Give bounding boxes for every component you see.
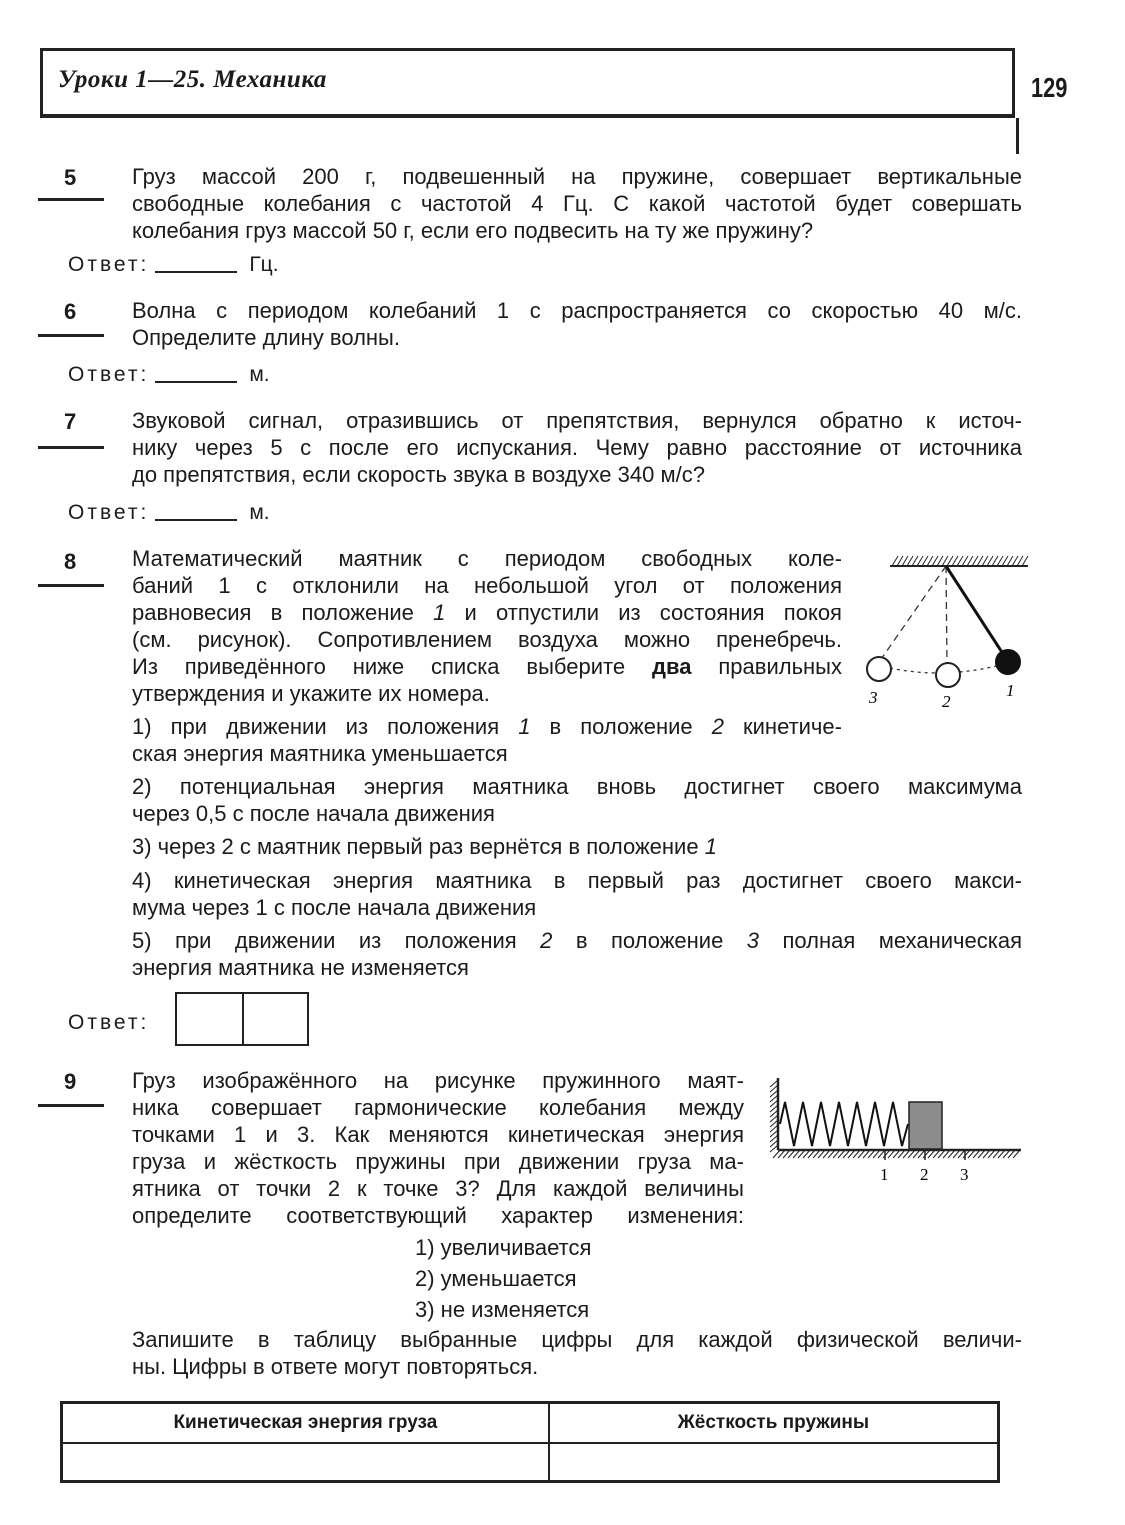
question-5-marker [38,198,104,201]
question-8-answer-box [175,992,309,1046]
text-line: ятника от точки 2 к точке 3? Для каждой величины [132,1176,744,1201]
question-5-text [132,163,1022,244]
text-fragment: полная механическая [782,928,1022,953]
hatch-line [902,556,908,566]
string-position-2 [946,566,947,665]
hatch-line [947,556,953,566]
header-divider [1016,118,1019,154]
hatch-line [912,556,918,566]
text-line: мума через 1 с после начала движения [132,895,537,920]
text-line: баний 1 с отклонили на небольшой угол от положения [132,573,842,598]
option-3 [132,833,1022,860]
answer-unit: м. [249,501,270,524]
string-position-3 [877,566,946,665]
hatch-line [1002,556,1008,566]
text-line: Груз изображённого на рисунке пружинного маят- [132,1068,744,1093]
answer-blank[interactable] [155,381,237,383]
choice-item: 3) не изменяется [415,1297,590,1322]
position-ref: 1 [518,714,531,739]
text-line: определите соответствующий характер изменения: [132,1203,744,1228]
answer-label: Ответ: [68,253,150,276]
spring [780,1102,908,1146]
text-line: Звуковой сигнал, отразившись от препятствия, вернулся обратно к источ- [132,408,1022,433]
hatch-line [957,556,963,566]
hatch-line [952,556,958,566]
position-ref: 1 [704,834,717,859]
string-position-1 [946,566,1007,660]
question-6-text [132,297,1022,351]
question-9-choices [415,1232,591,1325]
text-line: Запишите в таблицу выбранные цифры для каждой физической величи- [132,1327,1022,1352]
bob-position-3 [867,657,891,681]
page-number: 129 [1031,72,1068,103]
hatch-line [1017,556,1023,566]
text-fragment: 5) при движении из положения [132,928,517,953]
question-7-number: 7 [64,409,77,434]
text-line: свободные колебания с частотой 4 Гц. С какой частотой будет совершать [132,191,1022,216]
text-fragment: в положение [549,714,693,739]
text-line: (см. рисунок). Сопротивлением воздуха можно пренебречь. [132,627,842,652]
text-line [132,713,842,740]
question-5-answer [68,253,279,277]
text-line: Определите длину волны. [132,325,400,350]
option-5 [132,927,1022,981]
hatch-line [927,556,933,566]
position-ref: 2 [540,928,553,953]
hatch-line [892,556,898,566]
question-5-number: 5 [64,165,77,190]
point-label-2: 2 [920,1165,929,1184]
text-fragment: в положение [575,928,724,953]
text-fragment: Из приведённого ниже списка выберите [132,654,626,679]
question-8-marker [38,584,104,587]
text-line: 4) кинетическая энергия маятника в первый раз достигнет своего макси- [132,868,1022,893]
hatch-line [1012,556,1018,566]
hatch-line [1007,556,1013,566]
hatch-line [1022,556,1028,566]
hatch-line [932,556,938,566]
hatch-line [992,556,998,566]
answer-label: Ответ: [68,501,150,524]
text-line: энергия маятника не изменяется [132,955,469,980]
question-8-number: 8 [64,549,77,574]
question-8-text [132,545,842,707]
pendulum-figure [860,548,1030,718]
question-6-answer [68,363,270,387]
emphasis-two: два [652,654,692,679]
question-6-marker [38,334,104,337]
answer-cell-kinetic-energy[interactable] [62,1443,549,1482]
text-line: Груз массой 200 г, подвешенный на пружине, совершает вертикальные [132,164,1022,189]
text-line: колебания груз массой 50 г, если его подвесить на ту же пружину? [132,218,814,243]
question-6-number: 6 [64,299,77,324]
text-line: ника совершает гармонические колебания между [132,1095,744,1120]
column-header-spring-stiffness: Жёсткость пружины [549,1403,999,1444]
text-fragment: равновесия в положение [132,600,414,625]
option-2 [132,773,1022,827]
text-fragment: и отпустили из состояния покоя [464,600,842,625]
hatch-line [922,556,928,566]
hatch-line [937,556,943,566]
answer-cell-2[interactable] [244,994,308,1044]
answer-label: Ответ: [68,363,150,386]
question-9-text [132,1067,744,1229]
text-line: через 0,5 с после начала движения [132,801,495,826]
figure-label-2: 2 [942,692,951,711]
text-fragment: правильных [718,654,842,679]
hatch-line [982,556,988,566]
point-label-1: 1 [880,1165,889,1184]
question-9-number: 9 [64,1069,77,1094]
text-line: до препятствия, если скорость звука в воздухе 340 м/с? [132,462,705,487]
text-line: ская энергия маятника уменьшается [132,741,508,766]
hatch-line [987,556,993,566]
question-7-answer [68,501,270,525]
text-line: Математический маятник с периодом свободных коле- [132,546,842,571]
bob-position-2 [936,663,960,687]
figure-label-3: 3 [869,688,878,707]
question-9-marker [38,1104,104,1107]
answer-blank[interactable] [155,271,237,273]
text-line [132,599,842,626]
hatch-line [897,556,903,566]
question-9-instruction [132,1326,1022,1380]
answer-blank[interactable] [155,519,237,521]
table-header-row [62,1403,999,1444]
load-block [909,1102,942,1149]
question-9-answer-table [60,1401,1000,1483]
answer-unit: м. [249,363,270,386]
point-label-3: 3 [960,1165,969,1184]
answer-cell-1[interactable] [177,994,241,1044]
table-row [62,1443,999,1482]
option-4 [132,867,1022,921]
hatch-line [997,556,1003,566]
hatch-line [962,556,968,566]
question-7-text [132,407,1022,488]
text-line: точками 1 и 3. Как меняются кинетическая энергия [132,1122,744,1147]
text-line: груза и жёсткость пружины при движении груза ма- [132,1149,744,1174]
answer-cell-spring-stiffness[interactable] [549,1443,999,1482]
option-1 [132,713,842,767]
text-line [132,653,842,680]
spring-pendulum-figure [766,1076,1026,1186]
text-fragment: 1) при движении из положения [132,714,500,739]
question-7-marker [38,446,104,449]
question-8-answer-label: Ответ: [68,1011,150,1034]
answer-unit: Гц. [249,253,279,276]
hatch-line [942,556,948,566]
text-line: утверждения и укажите их номера. [132,681,490,706]
choice-item: 2) уменьшается [415,1266,577,1291]
section-title: Уроки 1—25. Механика [58,66,327,93]
text-line: нику через 5 с после его испускания. Чему равно расстояние от источника [132,435,1022,460]
figure-label-1: 1 [1006,681,1015,700]
hatch-line [967,556,973,566]
position-ref: 2 [711,714,724,739]
hatch-line [972,556,978,566]
text-fragment: 3) через 2 с маятник первый раз вернётся в положение [132,834,699,859]
bob-position-1 [996,650,1021,675]
text-line: ны. Цифры в ответе могут повторяться. [132,1354,539,1379]
text-line: Волна с периодом колебаний 1 с распространяется со скоростью 40 м/с. [132,298,1022,323]
text-line: 2) потенциальная энергия маятника вновь достигнет своего максимума [132,774,1022,799]
hatch-line [977,556,983,566]
text-line [132,927,1022,954]
hatch-line [917,556,923,566]
text-fragment: кинетиче- [743,714,842,739]
position-ref: 1 [433,600,446,625]
choice-item: 1) увеличивается [415,1235,592,1260]
position-ref: 3 [746,928,760,953]
hatch-line [907,556,913,566]
column-header-kinetic-energy: Кинетическая энергия груза [62,1403,549,1444]
